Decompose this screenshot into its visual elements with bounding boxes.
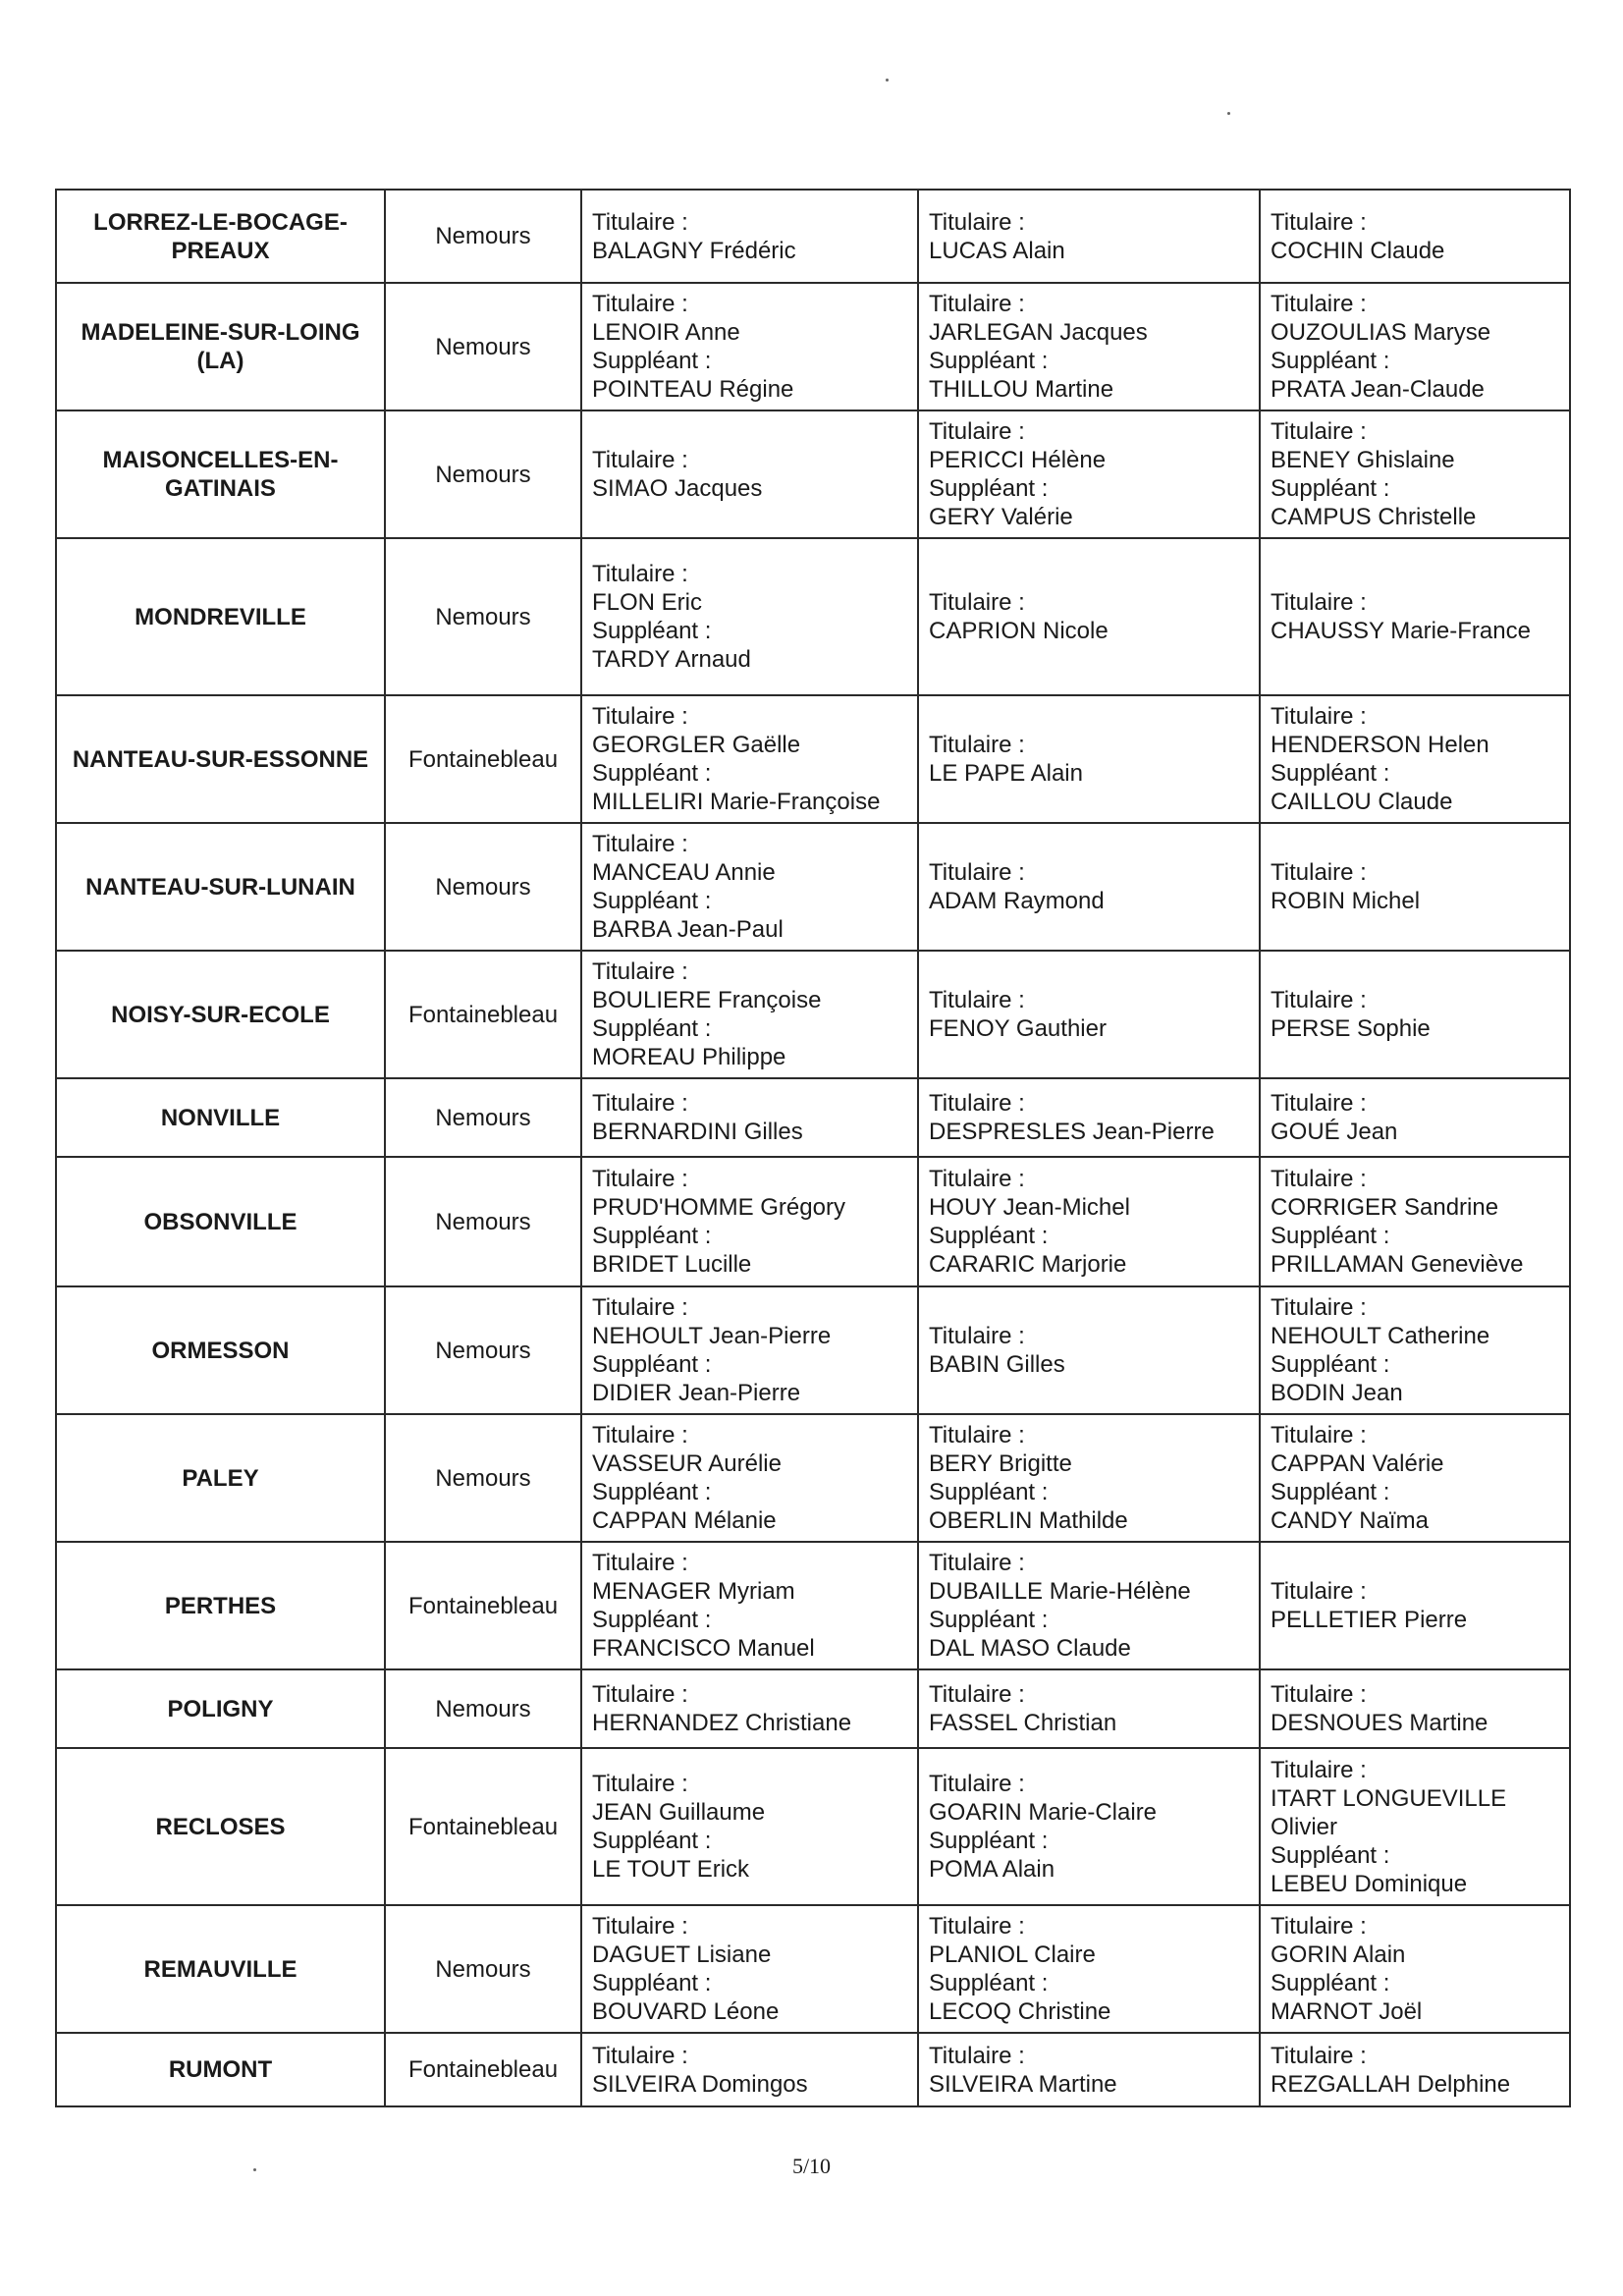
delegate-cell xyxy=(1260,1078,1570,1157)
delegate-cell xyxy=(1260,410,1570,538)
table-row xyxy=(56,1414,1570,1542)
delegate-cell xyxy=(1260,1286,1570,1414)
delegate-name: COCHIN Claude xyxy=(1271,237,1445,264)
delegate-name: MOREAU Philippe xyxy=(592,1044,786,1070)
commune-name: OBSONVILLE xyxy=(56,1157,385,1286)
delegate-name: Olivier xyxy=(1271,1813,1338,1840)
role-label: Suppléant : xyxy=(1271,475,1390,502)
role-label: Titulaire : xyxy=(929,2042,1025,2069)
role-label: Suppléant : xyxy=(1271,1970,1390,1996)
role-label: Suppléant : xyxy=(929,1970,1049,1996)
delegate-name: DUBAILLE Marie-Hélène xyxy=(929,1578,1191,1605)
delegate-name: BODIN Jean xyxy=(1271,1380,1403,1406)
delegate-name: PERSE Sophie xyxy=(1271,1015,1431,1042)
delegate-name: DAGUET Lisiane xyxy=(592,1941,772,1968)
role-label: Titulaire : xyxy=(592,1681,688,1708)
delegate-cell xyxy=(581,190,918,283)
delegate-cell xyxy=(1260,538,1570,695)
delegate-cell xyxy=(1260,1748,1570,1905)
delegate-name: GOUÉ Jean xyxy=(1271,1119,1398,1145)
delegate-name: BRIDET Lucille xyxy=(592,1251,752,1278)
delegate-name: PRATA Jean-Claude xyxy=(1271,376,1485,403)
delegate-name: BENEY Ghislaine xyxy=(1271,447,1455,473)
delegate-name: LE TOUT Erick xyxy=(592,1856,750,1883)
canton-name: Nemours xyxy=(385,1669,581,1748)
canton-name: Nemours xyxy=(385,190,581,283)
role-label: Titulaire : xyxy=(1271,291,1367,317)
delegate-name: DESPRESLES Jean-Pierre xyxy=(929,1119,1215,1145)
delegate-name: HOUY Jean-Michel xyxy=(929,1194,1130,1221)
delegate-cell xyxy=(581,1157,918,1286)
commune-name: MONDREVILLE xyxy=(56,538,385,695)
delegate-name: GEORGLER Gaëlle xyxy=(592,732,801,758)
commune-name: RECLOSES xyxy=(56,1748,385,1905)
delegate-cell xyxy=(581,823,918,951)
commune-name: ORMESSON xyxy=(56,1286,385,1414)
delegate-cell xyxy=(581,1078,918,1157)
delegate-cell xyxy=(581,695,918,823)
delegate-name: BERY Brigitte xyxy=(929,1450,1072,1477)
delegate-cell xyxy=(581,1748,918,1905)
delegate-cell xyxy=(1260,1542,1570,1669)
role-label: Titulaire : xyxy=(1271,987,1367,1013)
delegate-cell xyxy=(918,410,1260,538)
delegate-cell xyxy=(918,538,1260,695)
role-label: Titulaire : xyxy=(929,291,1025,317)
delegate-cell xyxy=(1260,2033,1570,2106)
delegate-cell xyxy=(581,283,918,410)
table-row xyxy=(56,1286,1570,1414)
role-label: Suppléant : xyxy=(592,618,712,644)
canton-name: Fontainebleau xyxy=(385,951,581,1078)
delegate-cell xyxy=(918,695,1260,823)
delegate-name: JARLEGAN Jacques xyxy=(929,319,1148,346)
table-row xyxy=(56,1078,1570,1157)
delegate-name: ADAM Raymond xyxy=(929,888,1105,914)
role-label: Titulaire : xyxy=(592,208,688,236)
delegate-cell xyxy=(918,1078,1260,1157)
table-row xyxy=(56,538,1570,695)
canton-name: Nemours xyxy=(385,1078,581,1157)
role-label: Suppléant : xyxy=(592,1607,712,1633)
role-label: Titulaire : xyxy=(929,859,1025,886)
table-row xyxy=(56,1669,1570,1748)
role-label: Titulaire : xyxy=(929,987,1025,1013)
delegate-name: FRANCISCO Manuel xyxy=(592,1635,815,1662)
commune-name: REMAUVILLE xyxy=(56,1905,385,2033)
delegate-name: CAMPUS Christelle xyxy=(1271,504,1477,530)
delegate-cell xyxy=(918,951,1260,1078)
delegate-name: CARARIC Marjorie xyxy=(929,1251,1127,1278)
table-row xyxy=(56,695,1570,823)
role-label: Suppléant : xyxy=(592,348,712,374)
role-label: Titulaire : xyxy=(1271,2042,1367,2069)
delegate-cell xyxy=(1260,1157,1570,1286)
role-label: Titulaire : xyxy=(929,1166,1025,1192)
delegate-name: THILLOU Martine xyxy=(929,376,1114,403)
delegate-name: CAILLOU Claude xyxy=(1271,789,1453,815)
role-label: Titulaire : xyxy=(1271,589,1367,616)
delegate-name: LECOQ Christine xyxy=(929,1998,1111,2025)
role-label: Suppléant : xyxy=(592,1015,712,1042)
delegate-name: TARDY Arnaud xyxy=(592,646,751,673)
table-row xyxy=(56,1905,1570,2033)
delegate-name: POMA Alain xyxy=(929,1856,1055,1883)
role-label: Titulaire : xyxy=(1271,1166,1367,1192)
role-label: Titulaire : xyxy=(592,958,688,985)
canton-name: Nemours xyxy=(385,410,581,538)
commune-name: MAISONCELLES-EN-GATINAIS xyxy=(56,410,385,538)
delegate-name: CAPRION Nicole xyxy=(929,618,1109,644)
delegate-cell xyxy=(1260,190,1570,283)
delegate-name: GORIN Alain xyxy=(1271,1941,1406,1968)
table-row xyxy=(56,190,1570,283)
table-row xyxy=(56,823,1570,951)
role-label: Suppléant : xyxy=(1271,1841,1390,1869)
role-label: Titulaire : xyxy=(592,1294,688,1321)
canton-name: Nemours xyxy=(385,283,581,410)
commune-name: NONVILLE xyxy=(56,1078,385,1157)
role-label: Titulaire : xyxy=(1271,1681,1367,1708)
table-row xyxy=(56,2033,1570,2106)
delegate-name: GOARIN Marie-Claire xyxy=(929,1799,1158,1826)
delegate-cell xyxy=(1260,823,1570,951)
role-label: Suppléant : xyxy=(929,1479,1049,1505)
delegate-cell xyxy=(581,1414,918,1542)
commune-name: POLIGNY xyxy=(56,1669,385,1748)
role-label: Titulaire : xyxy=(1271,859,1367,886)
table-row xyxy=(56,410,1570,538)
delegate-name: PELLETIER Pierre xyxy=(1271,1607,1468,1633)
commune-name: NANTEAU-SUR-ESSONNE xyxy=(56,695,385,823)
delegate-name: LEBEU Dominique xyxy=(1271,1870,1468,1897)
delegate-name: OUZOULIAS Maryse xyxy=(1271,319,1491,346)
delegate-name: PERICCI Hélène xyxy=(929,447,1107,473)
delegate-cell xyxy=(581,951,918,1078)
canton-name: Fontainebleau xyxy=(385,695,581,823)
role-label: Titulaire : xyxy=(929,418,1025,445)
role-label: Titulaire : xyxy=(592,831,688,857)
role-label: Titulaire : xyxy=(929,1913,1025,1940)
delegate-name: NEHOULT Catherine xyxy=(1271,1323,1490,1349)
role-label: Suppléant : xyxy=(592,1828,712,1854)
delegate-name: HENDERSON Helen xyxy=(1271,732,1489,758)
delegate-cell xyxy=(918,1748,1260,1905)
delegate-name: CAPPAN Valérie xyxy=(1271,1450,1444,1477)
role-label: Suppléant : xyxy=(1271,1223,1390,1249)
delegate-name: BABIN Gilles xyxy=(929,1351,1065,1378)
delegate-name: PRUD'HOMME Grégory xyxy=(592,1194,845,1221)
delegate-name: BARBA Jean-Paul xyxy=(592,916,784,943)
delegate-cell xyxy=(1260,1905,1570,2033)
delegate-name: ROBIN Michel xyxy=(1271,888,1421,914)
delegate-cell xyxy=(1260,1669,1570,1748)
role-label: Suppléant : xyxy=(929,1607,1049,1633)
role-label: Titulaire : xyxy=(1271,1756,1367,1783)
table-row xyxy=(56,1748,1570,1905)
table-body xyxy=(56,190,1570,2106)
delegate-cell xyxy=(918,1157,1260,1286)
canton-name: Nemours xyxy=(385,1286,581,1414)
delegate-name: JEAN Guillaume xyxy=(592,1799,766,1826)
delegate-name: GERY Valérie xyxy=(929,504,1073,530)
commune-name: NOISY-SUR-ECOLE xyxy=(56,951,385,1078)
delegate-name: DESNOUES Martine xyxy=(1271,1710,1488,1736)
delegate-cell xyxy=(581,410,918,538)
delegate-cell xyxy=(918,1669,1260,1748)
delegate-cell xyxy=(918,1286,1260,1414)
delegate-cell xyxy=(918,1905,1260,2033)
delegate-name: ITART LONGUEVILLE xyxy=(1271,1784,1507,1812)
role-label: Titulaire : xyxy=(1271,1422,1367,1449)
delegate-name: MILLELIRI Marie-Françoise xyxy=(592,789,881,815)
delegate-name: SILVEIRA Martine xyxy=(929,2070,1117,2098)
role-label: Suppléant : xyxy=(592,760,712,787)
commune-name: PERTHES xyxy=(56,1542,385,1669)
delegate-cell xyxy=(581,1542,918,1669)
delegate-name: POINTEAU Régine xyxy=(592,376,794,403)
role-label: Titulaire : xyxy=(592,561,688,587)
delegate-name: MANCEAU Annie xyxy=(592,859,776,886)
table-row xyxy=(56,1542,1570,1669)
delegate-name: FENOY Gauthier xyxy=(929,1015,1107,1042)
role-label: Titulaire : xyxy=(929,1771,1025,1797)
commune-name: NANTEAU-SUR-LUNAIN xyxy=(56,823,385,951)
delegate-name: HERNANDEZ Christiane xyxy=(592,1710,852,1736)
table-row xyxy=(56,1157,1570,1286)
delegate-cell xyxy=(918,1542,1260,1669)
role-label: Titulaire : xyxy=(592,2042,688,2069)
delegate-name: PLANIOL Claire xyxy=(929,1941,1096,1968)
canton-name: Fontainebleau xyxy=(385,1542,581,1669)
role-label: Suppléant : xyxy=(592,1351,712,1378)
role-label: Suppléant : xyxy=(1271,1351,1390,1378)
delegate-cell xyxy=(918,283,1260,410)
role-label: Titulaire : xyxy=(592,1090,688,1117)
delegate-name: CANDY Naïma xyxy=(1271,1507,1429,1534)
role-label: Suppléant : xyxy=(929,475,1049,502)
delegate-cell xyxy=(581,1905,918,2033)
delegate-name: BOULIERE Françoise xyxy=(592,987,822,1013)
role-label: Suppléant : xyxy=(592,1479,712,1505)
delegate-cell xyxy=(1260,695,1570,823)
canton-name: Nemours xyxy=(385,1414,581,1542)
role-label: Titulaire : xyxy=(1271,1294,1367,1321)
delegate-name: FASSEL Christian xyxy=(929,1710,1117,1736)
delegate-cell xyxy=(1260,951,1570,1078)
delegate-name: PRILLAMAN Geneviève xyxy=(1271,1251,1524,1278)
delegate-name: DIDIER Jean-Pierre xyxy=(592,1380,801,1406)
delegate-name: OBERLIN Mathilde xyxy=(929,1507,1128,1534)
delegate-name: LUCAS Alain xyxy=(929,237,1065,264)
delegate-name: VASSEUR Aurélie xyxy=(592,1450,782,1477)
role-label: Titulaire : xyxy=(929,732,1025,758)
canton-name: Nemours xyxy=(385,1157,581,1286)
role-label: Suppléant : xyxy=(929,348,1049,374)
delegate-name: LENOIR Anne xyxy=(592,319,740,346)
role-label: Suppléant : xyxy=(1271,1479,1390,1505)
role-label: Titulaire : xyxy=(1271,1090,1367,1117)
delegate-name: DAL MASO Claude xyxy=(929,1635,1131,1662)
delegate-cell xyxy=(581,2033,918,2106)
delegate-cell xyxy=(918,190,1260,283)
role-label: Titulaire : xyxy=(1271,1913,1367,1940)
delegate-name: BALAGNY Frédéric xyxy=(592,237,796,264)
delegate-name: MARNOT Joël xyxy=(1271,1998,1423,2025)
commune-delegates-table xyxy=(55,189,1571,2107)
delegate-cell xyxy=(918,2033,1260,2106)
role-label: Titulaire : xyxy=(1271,1578,1367,1605)
role-label: Titulaire : xyxy=(929,1550,1025,1576)
role-label: Titulaire : xyxy=(592,1422,688,1449)
delegate-name: CHAUSSY Marie-France xyxy=(1271,618,1531,644)
delegate-cell xyxy=(1260,283,1570,410)
role-label: Titulaire : xyxy=(1271,208,1367,236)
table-row xyxy=(56,951,1570,1078)
role-label: Titulaire : xyxy=(592,1550,688,1576)
delegate-name: REZGALLAH Delphine xyxy=(1271,2070,1511,2098)
role-label: Titulaire : xyxy=(592,1913,688,1940)
role-label: Titulaire : xyxy=(929,589,1025,616)
delegate-name: BERNARDINI Gilles xyxy=(592,1119,803,1145)
canton-name: Nemours xyxy=(385,823,581,951)
canton-name: Nemours xyxy=(385,538,581,695)
page-number: 5/10 xyxy=(791,2154,832,2178)
delegate-cell xyxy=(581,538,918,695)
canton-name: Fontainebleau xyxy=(385,2033,581,2106)
role-label: Titulaire : xyxy=(592,1166,688,1192)
role-label: Titulaire : xyxy=(592,291,688,317)
role-label: Titulaire : xyxy=(592,1771,688,1797)
canton-name: Nemours xyxy=(385,1905,581,2033)
role-label: Titulaire : xyxy=(929,1090,1025,1117)
commune-name: LORREZ-LE-BOCAGE-PREAUX xyxy=(56,190,385,283)
commune-name: PALEY xyxy=(56,1414,385,1542)
delegate-name: MENAGER Myriam xyxy=(592,1578,795,1605)
role-label: Titulaire : xyxy=(929,1422,1025,1449)
role-label: Suppléant : xyxy=(592,1970,712,1996)
delegate-name: LE PAPE Alain xyxy=(929,760,1083,787)
delegate-name: SILVEIRA Domingos xyxy=(592,2070,808,2098)
role-label: Suppléant : xyxy=(592,1223,712,1249)
canton-name: Fontainebleau xyxy=(385,1748,581,1905)
delegate-name: BOUVARD Léone xyxy=(592,1998,780,2025)
role-label: Suppléant : xyxy=(1271,348,1390,374)
role-label: Titulaire : xyxy=(1271,418,1367,445)
role-label: Titulaire : xyxy=(592,447,688,473)
delegate-name: CORRIGER Sandrine xyxy=(1271,1194,1499,1221)
delegate-cell xyxy=(918,823,1260,951)
delegate-cell xyxy=(581,1669,918,1748)
role-label: Suppléant : xyxy=(929,1223,1049,1249)
delegate-cell xyxy=(1260,1414,1570,1542)
role-label: Titulaire : xyxy=(592,703,688,730)
role-label: Titulaire : xyxy=(929,208,1025,236)
role-label: Titulaire : xyxy=(929,1681,1025,1708)
role-label: Suppléant : xyxy=(1271,760,1390,787)
delegate-cell xyxy=(918,1414,1260,1542)
table-row xyxy=(56,283,1570,410)
role-label: Titulaire : xyxy=(1271,703,1367,730)
delegate-cell xyxy=(581,1286,918,1414)
delegate-name: NEHOULT Jean-Pierre xyxy=(592,1323,832,1349)
delegate-name: SIMAO Jacques xyxy=(592,475,763,502)
role-label: Suppléant : xyxy=(592,888,712,914)
commune-name: MADELEINE-SUR-LOING (LA) xyxy=(56,283,385,410)
role-label: Titulaire : xyxy=(929,1323,1025,1349)
role-label: Suppléant : xyxy=(929,1828,1049,1854)
delegate-name: CAPPAN Mélanie xyxy=(592,1507,777,1534)
commune-name: RUMONT xyxy=(56,2033,385,2106)
delegate-name: FLON Eric xyxy=(592,589,703,616)
